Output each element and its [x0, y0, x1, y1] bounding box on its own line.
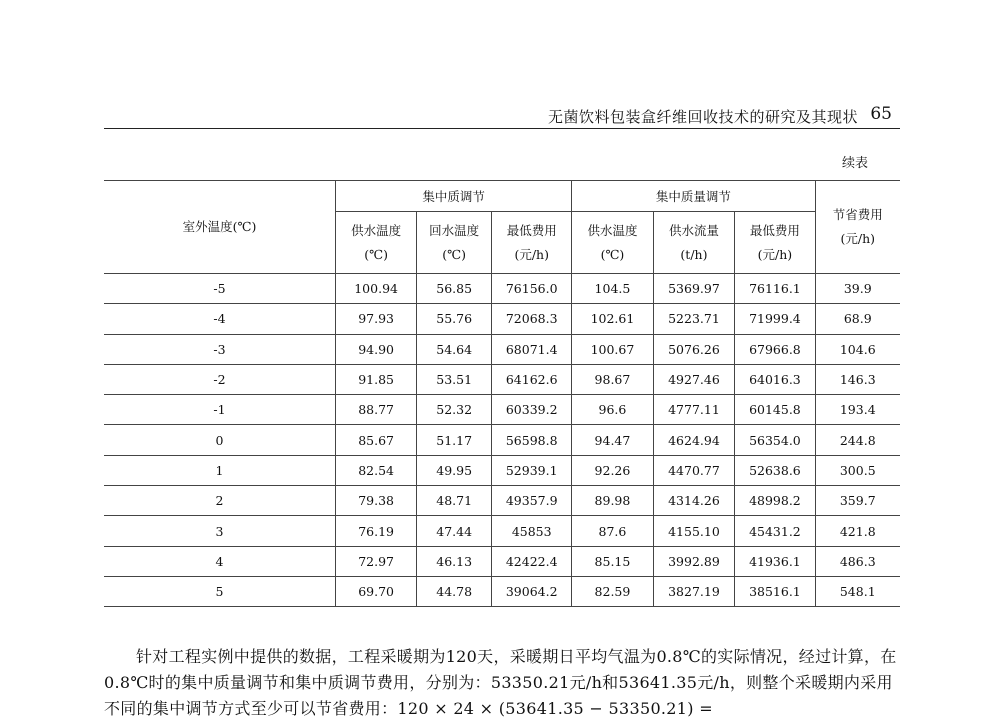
- table-cell: 68.9: [815, 304, 900, 334]
- table-cell: 3992.89: [653, 546, 735, 576]
- table-cell: 4927.46: [653, 364, 735, 394]
- table-cell: 69.70: [335, 576, 416, 606]
- running-title: 无菌饮料包装盒纤维回收技术的研究及其现状: [547, 108, 858, 126]
- table-cell: 91.85: [335, 364, 416, 394]
- table-cell: -1: [104, 395, 335, 425]
- table-row: [104, 334, 900, 364]
- table-cell: 0: [104, 425, 335, 455]
- table-row: [104, 516, 900, 546]
- data-table: [104, 180, 900, 607]
- table-cell: 76156.0: [492, 274, 572, 304]
- table-cell: -5: [104, 274, 335, 304]
- table-cell: 55.76: [417, 304, 492, 334]
- body-paragraph: 针对工程实例中提供的数据，工程采暖期为120天，采暖期日平均气温为0.8℃的实际情况，经过计算，在0.8℃时的集中质量调节和集中质调节费用，分别为：53350.21元/h和53641.35元/h，则整个采暖期内采用不同的集中调节方式至少可以节省费用：120 × 24 × (53641.35 − 53350.21) =: [104, 647, 897, 718]
- table-cell: 4470.77: [653, 455, 735, 485]
- table-cell: 42422.4: [492, 546, 572, 576]
- header-unit: (元/h): [514, 246, 549, 262]
- table-cell: 67966.8: [735, 334, 815, 364]
- table-cell: 3: [104, 516, 335, 546]
- table-cell: 46.13: [417, 546, 492, 576]
- table-cell: 44.78: [417, 576, 492, 606]
- table-cell: 76116.1: [735, 274, 815, 304]
- table-cell: 5369.97: [653, 274, 735, 304]
- header-min-cost-quality: [492, 212, 572, 274]
- table-cell: 64162.6: [492, 364, 572, 394]
- page-header: [104, 104, 900, 129]
- table-cell: 64016.3: [735, 364, 815, 394]
- header-savings: [815, 181, 900, 274]
- header-label: 供水流量: [668, 222, 719, 238]
- table-cell: 72068.3: [492, 304, 572, 334]
- table-cell: 60145.8: [735, 395, 815, 425]
- header-group-quality-quantity: 集中质量调节: [572, 181, 815, 212]
- table-body: [104, 274, 900, 607]
- table-cell: 85.67: [335, 425, 416, 455]
- table-cell: 68071.4: [492, 334, 572, 364]
- table-cell: 4624.94: [653, 425, 735, 455]
- header-unit: (℃): [442, 246, 467, 262]
- table-row: [104, 486, 900, 516]
- table-cell: 52939.1: [492, 455, 572, 485]
- header-label: 最低费用: [506, 222, 557, 238]
- table-cell: 76.19: [335, 516, 416, 546]
- table-cell: 5223.71: [653, 304, 735, 334]
- table-cell: 87.6: [572, 516, 653, 546]
- table-cell: -4: [104, 304, 335, 334]
- table-cell: 89.98: [572, 486, 653, 516]
- table-cell: 52638.6: [735, 455, 815, 485]
- header-label: 回水温度: [429, 222, 480, 238]
- table-cell: 92.26: [572, 455, 653, 485]
- table-cell: 56354.0: [735, 425, 815, 455]
- table-cell: 146.3: [815, 364, 900, 394]
- table-cell: 104.5: [572, 274, 653, 304]
- header-unit: (℃): [600, 246, 625, 262]
- table-cell: 4777.11: [653, 395, 735, 425]
- table-cell: 60339.2: [492, 395, 572, 425]
- table-cell: 47.44: [417, 516, 492, 546]
- table-cell: 104.6: [815, 334, 900, 364]
- table-cell: 100.67: [572, 334, 653, 364]
- header-group-quality: 集中质调节: [335, 181, 571, 212]
- table-cell: 96.6: [572, 395, 653, 425]
- table-cell: 359.7: [815, 486, 900, 516]
- table-cell: 94.47: [572, 425, 653, 455]
- table-row: [104, 395, 900, 425]
- header-supply-temp-qq: [572, 212, 653, 274]
- table-cell: 39064.2: [492, 576, 572, 606]
- table-cell: 486.3: [815, 546, 900, 576]
- table-cell: 49.95: [417, 455, 492, 485]
- table-cell: 94.90: [335, 334, 416, 364]
- header-return-temp: [417, 212, 492, 274]
- table-cell: 244.8: [815, 425, 900, 455]
- header-supply-flow: [653, 212, 735, 274]
- header-supply-temp: [335, 212, 416, 274]
- table-row: [104, 364, 900, 394]
- table-cell: 88.77: [335, 395, 416, 425]
- table-cell: 48998.2: [735, 486, 815, 516]
- table-cell: 85.15: [572, 546, 653, 576]
- table-row: [104, 425, 900, 455]
- table-row: [104, 576, 900, 606]
- table-cell: 1: [104, 455, 335, 485]
- header-unit: (℃): [364, 246, 388, 262]
- header-label: 供水温度: [587, 222, 638, 238]
- table-cell: -3: [104, 334, 335, 364]
- table-cell: 45853: [492, 516, 572, 546]
- table-cell: 48.71: [417, 486, 492, 516]
- header-label: 供水温度: [351, 222, 402, 238]
- header-outdoor-temp: 室外温度(℃): [104, 181, 335, 274]
- header-row-group: [104, 181, 900, 212]
- header-unit: (t/h): [680, 246, 708, 262]
- table-cell: 56598.8: [492, 425, 572, 455]
- table-cell: 5076.26: [653, 334, 735, 364]
- page-number: 65: [870, 104, 892, 124]
- table-cell: 38516.1: [735, 576, 815, 606]
- table-cell: 45431.2: [735, 516, 815, 546]
- table-row: [104, 304, 900, 334]
- table-cell: 4155.10: [653, 516, 735, 546]
- table-cell: 98.67: [572, 364, 653, 394]
- header-savings-unit: (元/h): [840, 231, 876, 246]
- continued-label: 续表: [841, 156, 868, 171]
- table-cell: 3827.19: [653, 576, 735, 606]
- table-cell: 82.59: [572, 576, 653, 606]
- header-unit: (元/h): [757, 246, 793, 262]
- table-cell: -2: [104, 364, 335, 394]
- header-savings-label: 节省费用: [832, 207, 883, 222]
- table-cell: 71999.4: [735, 304, 815, 334]
- table-cell: 49357.9: [492, 486, 572, 516]
- table-cell: 82.54: [335, 455, 416, 485]
- table-cell: 102.61: [572, 304, 653, 334]
- table-cell: 53.51: [417, 364, 492, 394]
- table-cell: 2: [104, 486, 335, 516]
- table-cell: 97.93: [335, 304, 416, 334]
- table-row: [104, 546, 900, 576]
- table-cell: 4: [104, 546, 335, 576]
- table-cell: 5: [104, 576, 335, 606]
- table-cell: 421.8: [815, 516, 900, 546]
- table-cell: 41936.1: [735, 546, 815, 576]
- table-cell: 300.5: [815, 455, 900, 485]
- table-cell: 100.94: [335, 274, 416, 304]
- table-cell: 548.1: [815, 576, 900, 606]
- table-cell: 39.9: [815, 274, 900, 304]
- header-min-cost-qq: [735, 212, 815, 274]
- table-row: [104, 455, 900, 485]
- table-cell: 193.4: [815, 395, 900, 425]
- table-cell: 56.85: [417, 274, 492, 304]
- table-row: [104, 274, 900, 304]
- table-cell: 79.38: [335, 486, 416, 516]
- table-cell: 52.32: [417, 395, 492, 425]
- table-cell: 51.17: [417, 425, 492, 455]
- table-cell: 54.64: [417, 334, 492, 364]
- table-cell: 72.97: [335, 546, 416, 576]
- table-cell: 4314.26: [653, 486, 735, 516]
- header-label: 最低费用: [749, 222, 800, 238]
